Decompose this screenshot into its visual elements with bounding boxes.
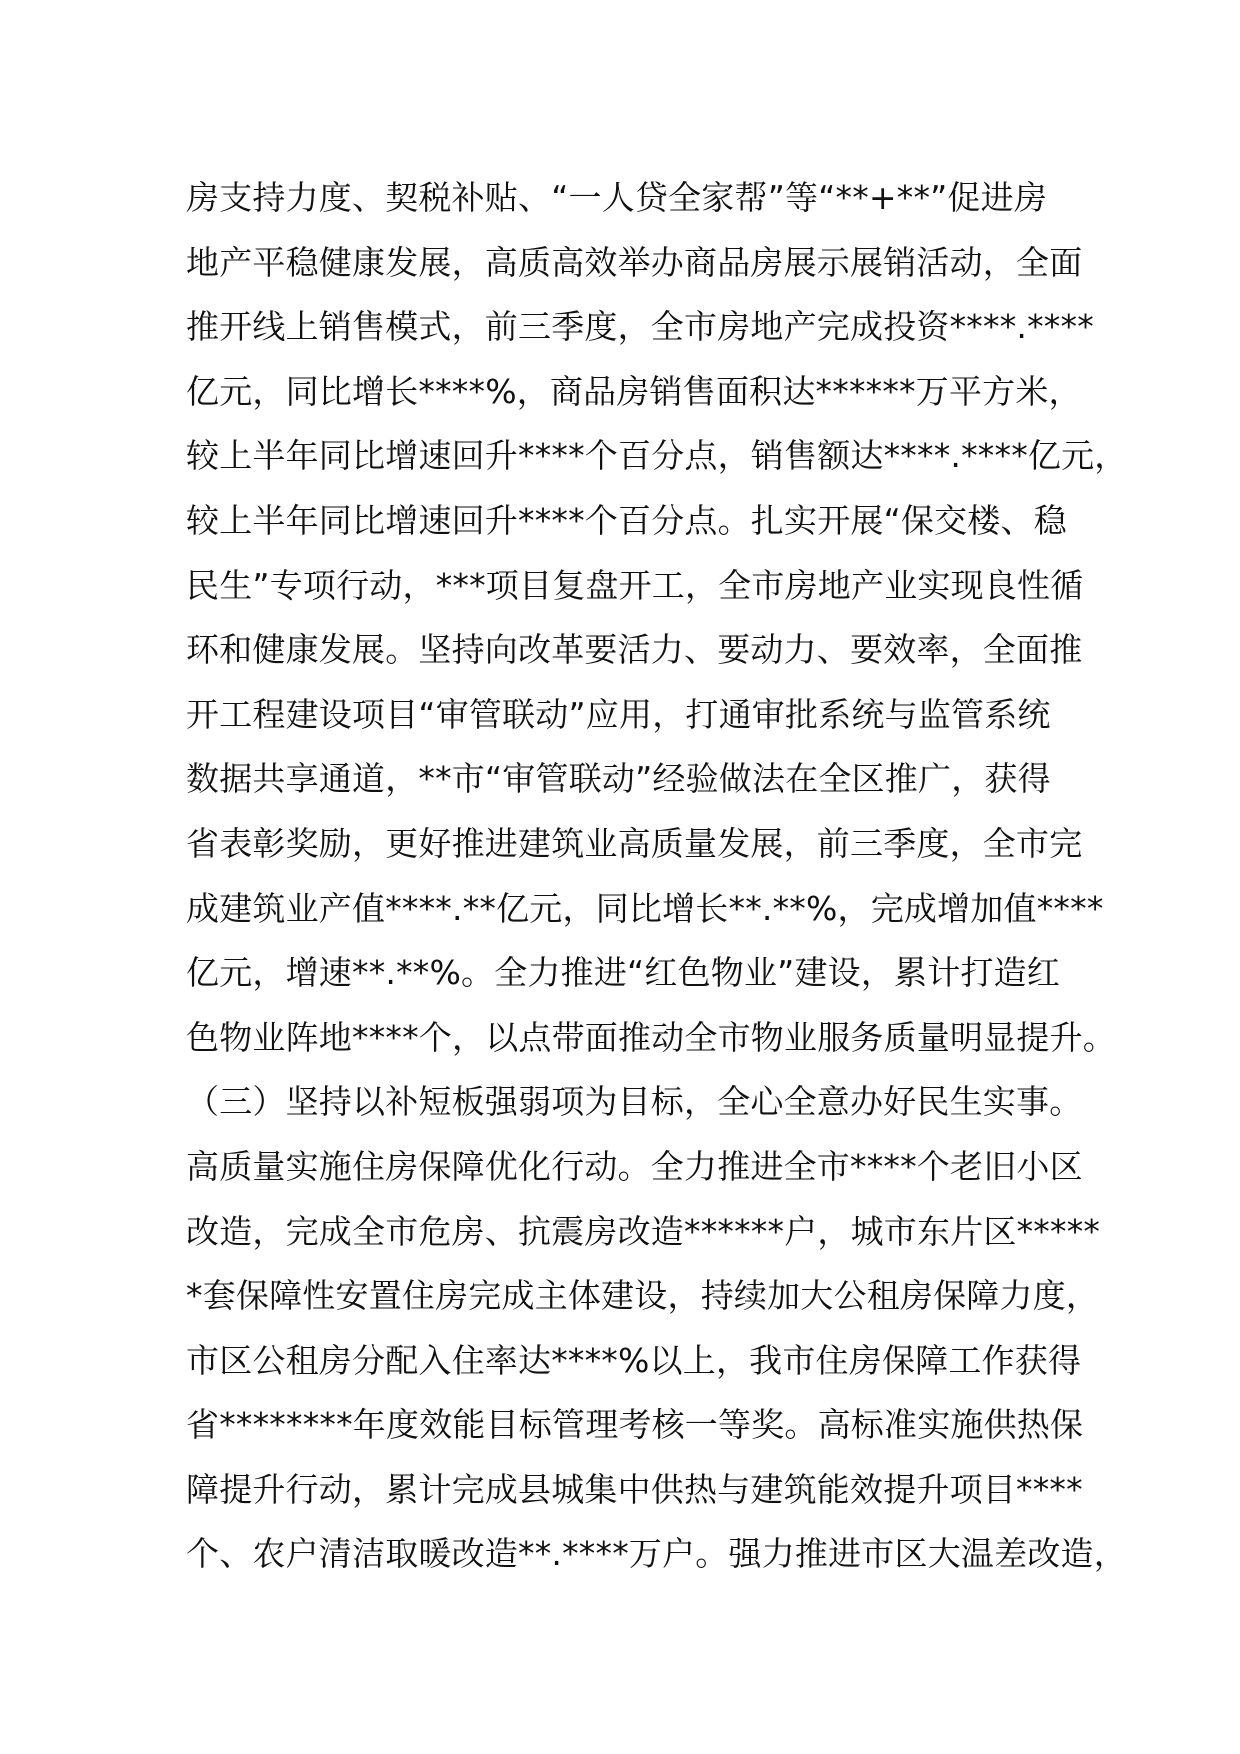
text-line: 障提升行动，累计完成县城集中供热与建筑能效提升项目**** bbox=[186, 1469, 1083, 1509]
text-line: 省********年度效能目标管理考核一等奖。高标准实施供热保 bbox=[186, 1405, 1084, 1445]
text-line: 省表彰奖励，更好推进建筑业高质量发展，前三季度，全市完 bbox=[186, 823, 1083, 863]
text-line: 个、农户清洁取暖改造**.****万户。强力推进市区大温差改造， bbox=[186, 1534, 1127, 1574]
text-line: 市区公租房分配入住率达****%以上，我市住房保障工作获得 bbox=[186, 1340, 1082, 1380]
text-line: 亿元，同比增长****%，商品房销售面积达******万平方米， bbox=[186, 371, 1082, 411]
text-line: 推开线上销售模式，前三季度，全市房地产完成投资****.**** bbox=[186, 307, 1094, 347]
text-line: 环和健康发展。坚持向改革要活力、要动力、要效率，全面推 bbox=[186, 630, 1083, 670]
text-line: 民生”专项行动，***项目复盘开工，全市房地产业实现良性循 bbox=[186, 565, 1084, 605]
text-line: 较上半年同比增速回升****个百分点。扎实开展“保交楼、稳 bbox=[186, 500, 1067, 540]
text-line: 地产平稳健康发展，高质高效举办商品房展示展销活动，全面 bbox=[186, 242, 1083, 282]
text-line: *套保障性安置住房完成主体建设，持续加大公租房保障力度， bbox=[186, 1276, 1100, 1316]
text-line: 高质量实施住房保障优化行动。全力推进全市****个老旧小区 bbox=[186, 1146, 1083, 1186]
section-heading: （三）坚持以补短板强弱项为目标，全心全意办好民生实事。 bbox=[186, 1082, 1083, 1122]
text-line: 亿元，增速**.**%。全力推进“红色物业”建设，累计打造红 bbox=[186, 953, 1061, 993]
text-line: 成建筑业产值****.**亿元，同比增长**.**%，完成增加值**** bbox=[186, 888, 1104, 928]
text-line: 数据共享通道，**市“审管联动”经验做法在全区推广，获得 bbox=[186, 759, 1051, 799]
text-line: 较上半年同比增速回升****个百分点，销售额达****.****亿元， bbox=[186, 436, 1128, 476]
text-line: 改造，完成全市危房、抗震房改造******户，城市东片区***** bbox=[186, 1211, 1101, 1251]
text-line: 开工程建设项目“审管联动”应用，打通审批系统与监管系统 bbox=[186, 694, 1051, 734]
body-text bbox=[186, 166, 1128, 1587]
text-line: 色物业阵地****个，以点带面推动全市物业服务质量明显提升。 bbox=[186, 1017, 1116, 1057]
text-line: 房支持力度、契税补贴、“一人贷全家帮”等“**+**”促进房 bbox=[186, 178, 1048, 217]
